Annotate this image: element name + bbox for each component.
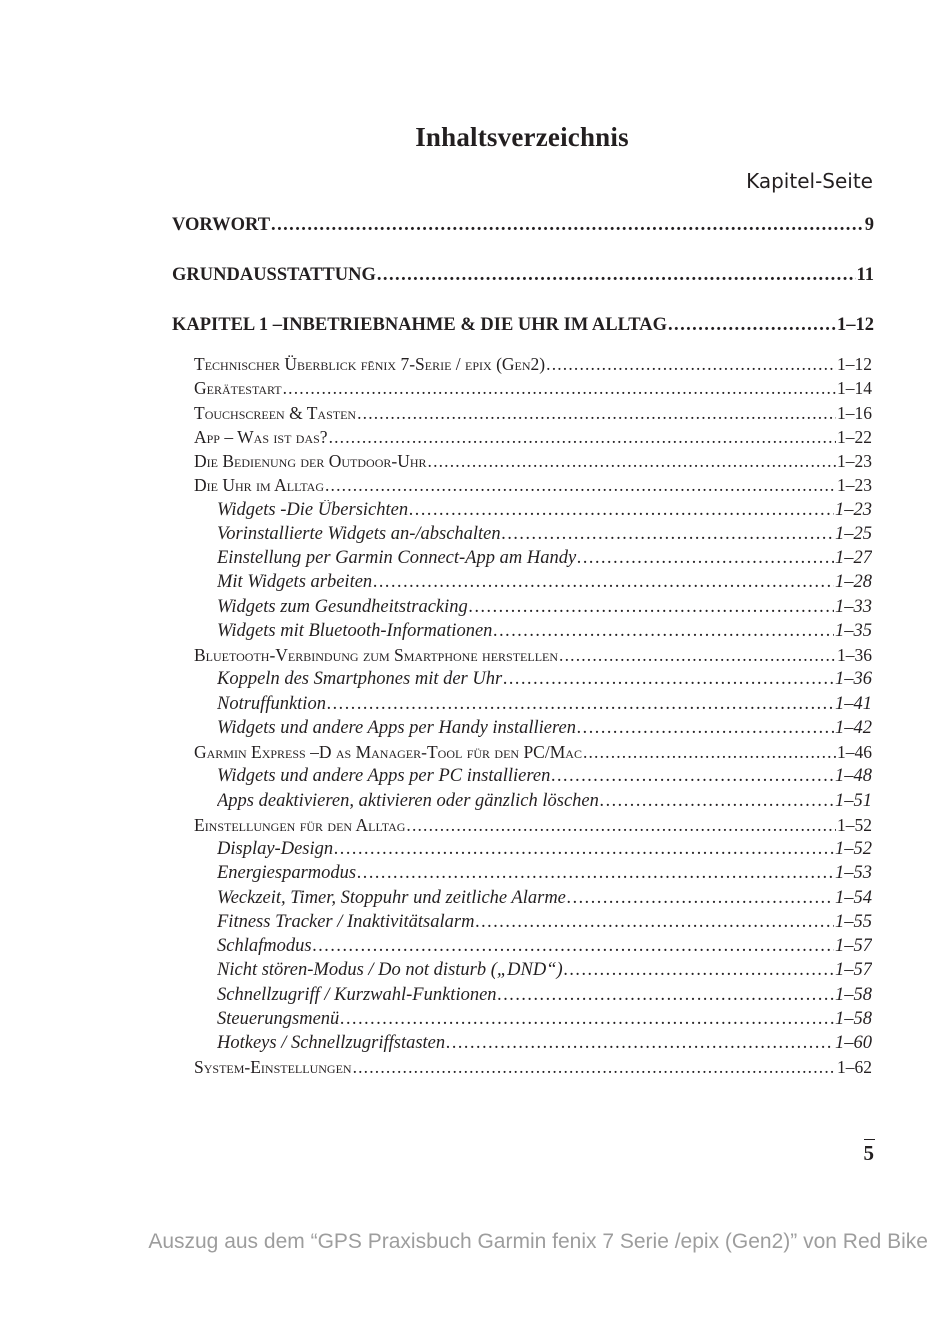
toc-entry-page: 1–22	[837, 426, 872, 447]
dot-leader	[551, 766, 834, 787]
toc-section-entry[interactable]	[194, 475, 872, 496]
toc-entry-label: Schlafmodus	[217, 936, 312, 956]
page-number: 5	[863, 1141, 874, 1165]
toc-entry-label: Einstellungen für den Alltag	[194, 814, 406, 835]
toc-entry-page: 1–25	[835, 523, 872, 544]
dot-leader	[502, 524, 834, 545]
toc-entry-page: 1–23	[835, 499, 872, 520]
toc-entry-label: Widgets mit Bluetooth-Informationen	[217, 620, 493, 641]
dot-leader	[577, 548, 834, 569]
toc-section-entry[interactable]	[194, 742, 872, 763]
toc-entry-page: 9	[864, 215, 874, 235]
toc-section-entry[interactable]	[194, 451, 872, 472]
toc-entry-page: 1–57	[835, 936, 872, 956]
toc-section-entry[interactable]	[194, 354, 872, 375]
footer-note: Auszug aus dem “GPS Praxisbuch Garmin fenix 7 Serie /epix (Gen2)” von Red Bike	[148, 1230, 928, 1253]
toc-section-entry[interactable]	[194, 645, 872, 666]
dot-leader	[327, 694, 834, 715]
toc-entry-label: Die Uhr im Alltag	[194, 475, 324, 496]
toc-entry-label: Technischer Überblick fēnix 7-Serie / epix (Gen2)	[194, 354, 546, 374]
toc-entry-page: 1–12	[837, 315, 874, 335]
dot-leader	[668, 315, 836, 336]
toc-subsection-entry[interactable]	[217, 1009, 872, 1030]
toc-subsection-entry[interactable]	[217, 597, 872, 618]
toc-entry-label: Fitness Tracker / Inaktivitätsalarm	[217, 911, 475, 932]
toc-section-entry[interactable]	[194, 378, 872, 399]
toc-title: Inhaltsverzeichnis	[415, 122, 629, 152]
toc-chapter-entry[interactable]	[172, 215, 874, 236]
toc-subsection-entry[interactable]	[217, 888, 872, 909]
toc-entry-label: Widgets zum Gesundheitstracking	[217, 596, 468, 617]
dot-leader	[600, 791, 834, 812]
dot-leader	[329, 427, 836, 448]
dot-leader	[353, 1057, 836, 1078]
toc-entry-page: 1–35	[835, 620, 872, 641]
dot-leader	[357, 403, 836, 424]
toc-entry-page: 1–14	[837, 378, 872, 399]
dot-leader	[334, 839, 834, 860]
toc-entry-label: Bluetooth-Verbindung zum Smartphone herstellen	[194, 645, 559, 665]
toc-entry-label: Gerätestart	[194, 378, 282, 399]
dot-leader	[475, 912, 834, 933]
toc-entry-label: Koppeln des Smartphones mit der Uhr	[217, 669, 503, 690]
toc-subsection-entry[interactable]	[217, 766, 872, 787]
toc-subsection-entry[interactable]	[217, 985, 872, 1006]
toc-section-entry[interactable]	[194, 1057, 872, 1078]
toc-entry-page: 1–51	[835, 790, 872, 811]
toc-entry-page: 1–58	[835, 984, 872, 1005]
toc-entry-label: App – Was ist das?	[194, 426, 328, 447]
toc-entry-page: 1–28	[835, 572, 872, 593]
toc-entry-page: 1–16	[837, 402, 872, 423]
toc-subsection-entry[interactable]	[217, 960, 872, 981]
toc-subsection-entry[interactable]	[217, 863, 872, 884]
toc-entry-label: GRUNDAUSSTATTUNG	[172, 265, 376, 285]
toc-entry-page: 1–27	[835, 548, 872, 568]
toc-entry-label: Steuerungsmenü	[217, 1008, 340, 1029]
toc-entry-page: 1–58	[835, 1008, 872, 1029]
toc-entry-page: 1–62	[837, 1057, 872, 1078]
dot-leader	[373, 572, 834, 593]
toc-chapter-entry[interactable]	[172, 265, 874, 286]
toc-entry-label: Vorinstallierte Widgets an-/abschalten	[217, 523, 501, 544]
toc-subsection-entry[interactable]	[217, 694, 872, 715]
toc-entry-page: 1–57	[835, 960, 872, 981]
toc-entry-label: Energiesparmodus	[217, 863, 357, 884]
dot-leader	[377, 265, 856, 286]
toc-entry-page: 1–36	[835, 669, 872, 690]
toc-subsection-entry[interactable]	[217, 621, 872, 642]
toc-entry-label: System-Einstellungen	[194, 1057, 352, 1078]
toc-entry-label: Widgets und andere Apps per PC installieren	[217, 766, 551, 787]
dot-leader	[503, 669, 834, 690]
dot-leader	[340, 1009, 834, 1030]
toc-entry-page: 1–46	[837, 742, 872, 762]
toc-subsection-entry[interactable]	[217, 572, 872, 593]
toc-subsection-entry[interactable]	[217, 524, 872, 545]
toc-entry-page: 1–54	[835, 887, 872, 908]
column-header: Kapitel-Seite	[746, 169, 873, 193]
toc-subsection-entry[interactable]	[217, 718, 872, 739]
toc-section-entry[interactable]	[194, 815, 872, 836]
toc-entry-label: Hotkeys / Schnellzugriffstasten	[217, 1033, 446, 1053]
dot-leader	[357, 863, 834, 884]
toc-entry-label: Notruffunktion	[217, 693, 326, 714]
dot-leader	[583, 742, 836, 763]
toc-entry-page: 1–42	[835, 717, 872, 738]
dot-leader	[406, 815, 836, 836]
dot-leader	[283, 378, 836, 399]
toc-subsection-entry[interactable]	[217, 1033, 872, 1054]
toc-entry-page: 1–52	[837, 814, 872, 835]
toc-entry-page: 1–23	[837, 475, 872, 496]
dot-leader	[564, 960, 834, 981]
toc-entry-label: Display-Design	[217, 839, 334, 859]
toc-entry-page: 1–41	[835, 693, 872, 714]
toc-entry-page: 1–23	[837, 451, 872, 471]
toc-entry-page: 1–55	[835, 911, 872, 932]
toc-entry-label: Garmin Express –D as Manager-Tool für den PC/Mac	[194, 742, 582, 762]
toc-subsection-entry[interactable]	[217, 548, 872, 569]
toc-entry-label: KAPITEL 1 –INBETRIEBNAHME & DIE UHR IM ALLTAG	[172, 315, 667, 335]
toc-entry-page: 1–36	[837, 645, 872, 665]
toc-subsection-entry[interactable]	[217, 791, 872, 812]
dot-leader	[325, 475, 836, 496]
toc-subsection-entry[interactable]	[217, 500, 872, 521]
toc-entry-page: 1–60	[835, 1033, 872, 1053]
dot-leader	[577, 718, 834, 739]
toc-section-entry[interactable]	[194, 403, 872, 424]
toc-entry-page: 1–12	[837, 354, 872, 374]
toc-subsection-entry[interactable]	[217, 839, 872, 860]
toc-entry-label: Mit Widgets arbeiten	[217, 572, 373, 593]
dot-leader	[498, 985, 834, 1006]
dot-leader	[428, 451, 836, 472]
toc-entry-page: 1–53	[835, 863, 872, 884]
toc-entry-page: 1–52	[835, 839, 872, 859]
toc-entry-label: Widgets und andere Apps per Handy installieren	[217, 717, 576, 738]
toc-subsection-entry[interactable]	[217, 669, 872, 690]
page-number-rule	[864, 1139, 875, 1140]
toc-entry-label: Schnellzugriff / Kurzwahl-Funktionen	[217, 984, 497, 1005]
toc-entry-page: 1–33	[835, 596, 872, 617]
dot-leader	[546, 354, 836, 375]
dot-leader	[493, 621, 834, 642]
toc-entry-label: Touchscreen & Tasten	[194, 402, 357, 423]
dot-leader	[409, 500, 834, 521]
dot-leader	[567, 888, 834, 909]
dot-leader	[469, 597, 834, 618]
toc-entry-page: 1–48	[835, 766, 872, 787]
dot-leader	[559, 645, 836, 666]
dot-leader	[271, 215, 864, 236]
toc-entry-label: Weckzeit, Timer, Stoppuhr und zeitliche Alarme	[217, 887, 566, 908]
toc-entry-label: VORWORT	[172, 215, 271, 235]
toc-entry-label: Die Bedienung der Outdoor-Uhr	[194, 451, 427, 471]
toc-subsection-entry[interactable]	[217, 936, 872, 957]
toc-entry-label: Apps deaktivieren, aktivieren oder gänzlich löschen	[217, 790, 599, 811]
toc-entry-label: Nicht stören-Modus / Do not disturb („DND“)	[217, 960, 563, 981]
dot-leader	[313, 936, 834, 957]
toc-subsection-entry[interactable]	[217, 912, 872, 933]
toc-entry-label: Widgets -Die Übersichten	[217, 499, 409, 520]
toc-entry-page: 11	[856, 265, 874, 285]
toc-entry-label: Einstellung per Garmin Connect-App am Handy	[217, 548, 577, 568]
toc-section-entry[interactable]	[194, 427, 872, 448]
dot-leader	[446, 1033, 834, 1054]
toc-chapter-entry[interactable]	[172, 315, 874, 336]
